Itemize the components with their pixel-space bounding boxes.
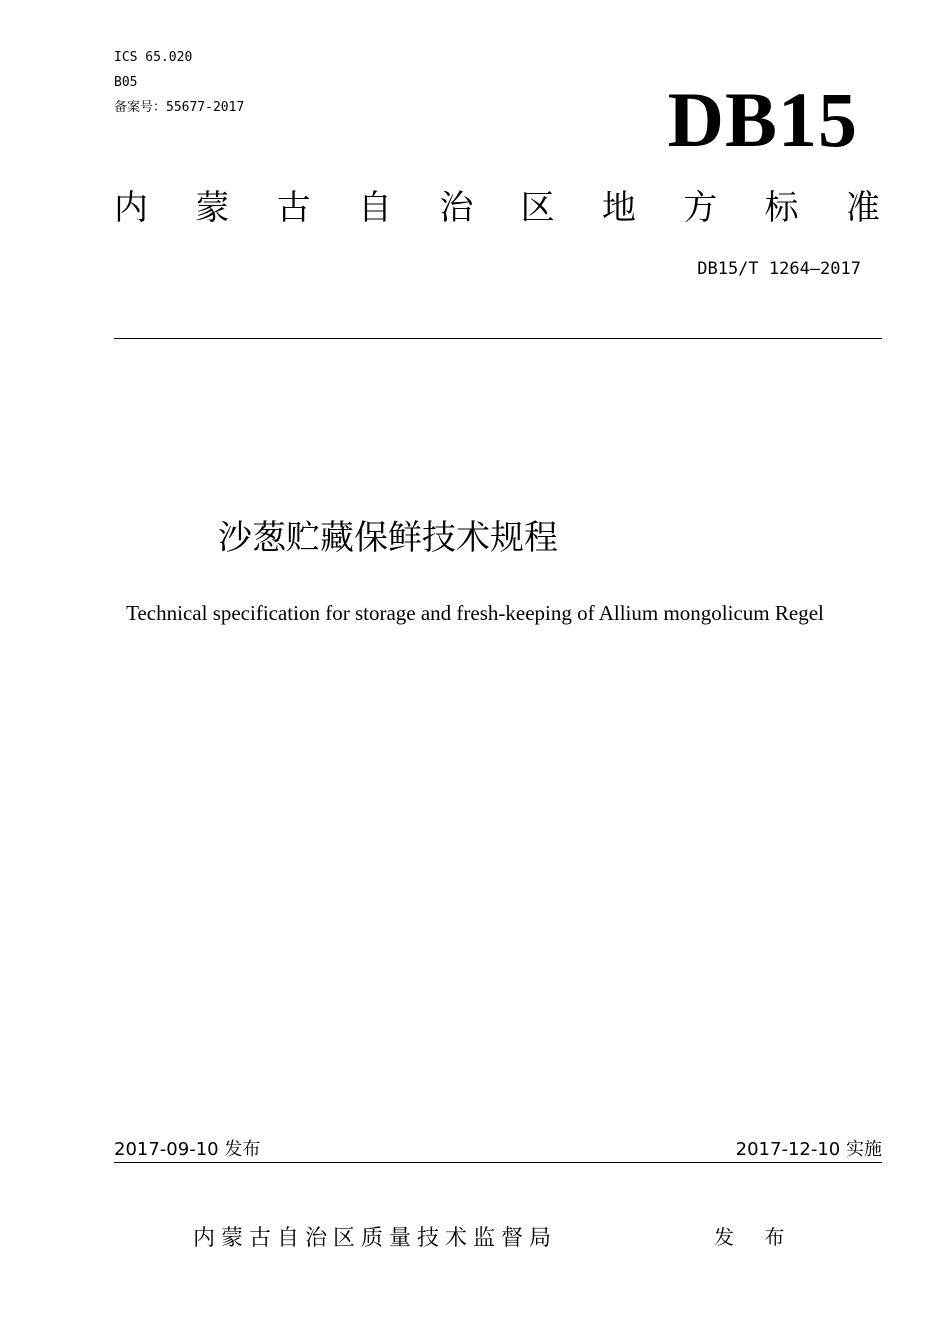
record-number: 备案号：55677-2017 (114, 100, 245, 115)
issue-date: 2017-09-10 发布 (114, 1139, 261, 1160)
standard-type-char: 治 (439, 188, 474, 228)
classification-code: B05 (114, 75, 138, 90)
publish-label: 发 布 (714, 1225, 797, 1249)
footer-divider (114, 1162, 882, 1163)
implementation-date: 2017-12-10 实施 (735, 1139, 882, 1160)
standard-number: DB15/T 1264—2017 (697, 259, 861, 279)
standard-type-char: 区 (520, 188, 555, 228)
standard-type-char: 准 (845, 188, 880, 228)
chinese-title: 沙葱贮藏保鲜技术规程 (218, 518, 558, 558)
ics-code: ICS 65.020 (114, 50, 193, 65)
standard-type-char: 标 (764, 188, 799, 228)
standard-type-char: 蒙 (195, 188, 230, 228)
standard-type-char: 方 (683, 188, 718, 228)
standard-type-char: 自 (357, 188, 392, 228)
standard-type-char: 内 (114, 188, 148, 228)
header-divider (114, 338, 882, 339)
standard-type-heading (114, 186, 880, 230)
standard-logo: DB15 (667, 76, 858, 163)
standard-type-char: 地 (601, 188, 636, 228)
english-title: Technical specification for storage and fresh-keeping of Allium mongolicum Regel (126, 601, 824, 625)
standard-type-char: 古 (276, 188, 311, 228)
issuing-authority: 内蒙古自治区质量技术监督局 (193, 1226, 558, 1251)
